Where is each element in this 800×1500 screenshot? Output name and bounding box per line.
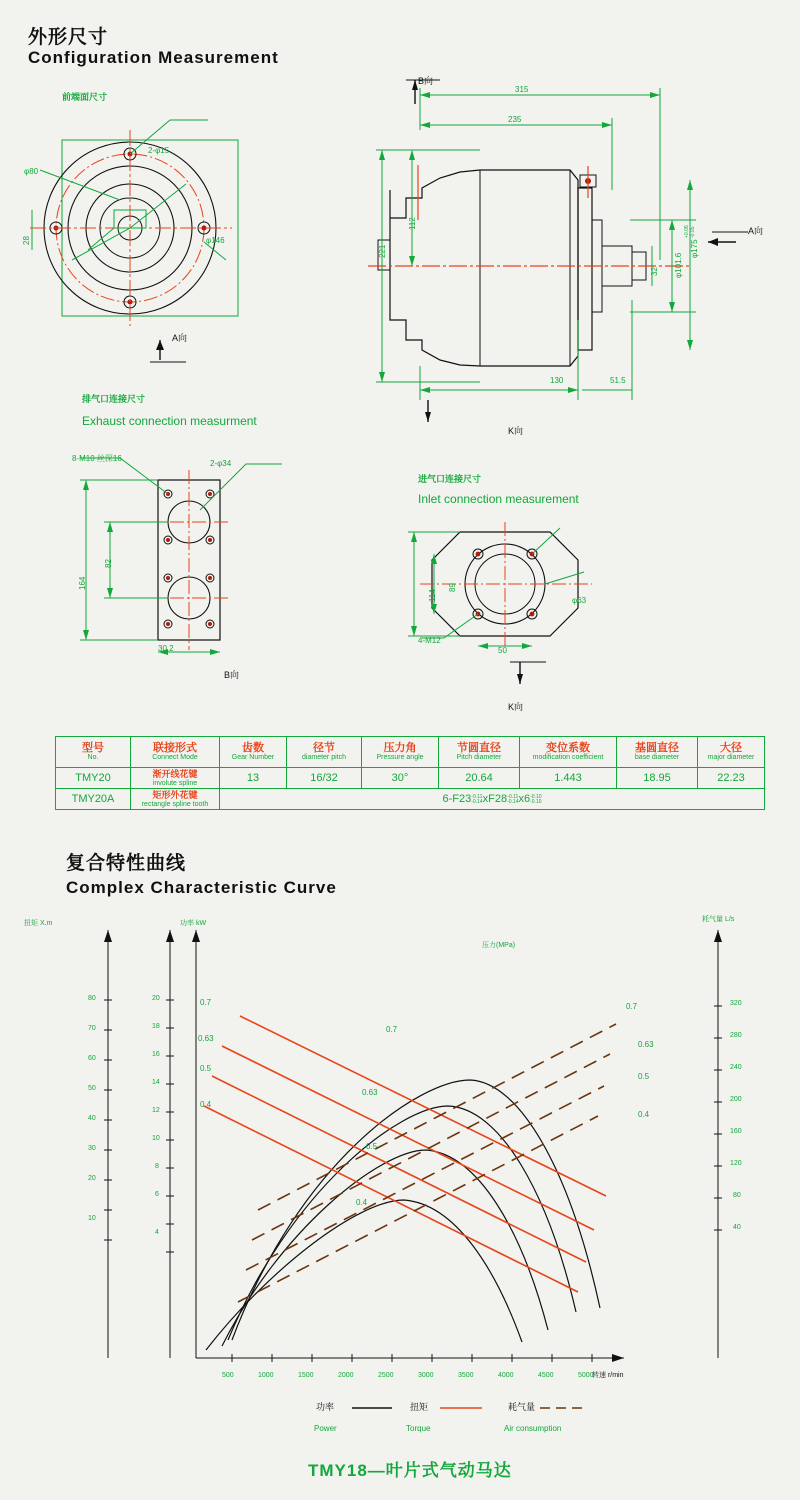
- view-mark-k: K向: [508, 426, 524, 436]
- tick-x-5000: 5000: [578, 1372, 594, 1379]
- legend-air-cn: 耗气量: [508, 1402, 536, 1412]
- label-curve-right-0: 0.7: [626, 1002, 638, 1011]
- inlet-drawing: [400, 510, 700, 690]
- tick-power-16: 16: [152, 1051, 160, 1058]
- cell-basedia-1: 18.95: [643, 772, 671, 784]
- label-press-left-2: 0.5: [200, 1064, 212, 1073]
- tick-air-80: 80: [733, 1192, 741, 1199]
- cell-spec-tol2-up: -0.11: [507, 793, 519, 800]
- cell-mode-cn-1: 渐开线花键: [152, 769, 198, 779]
- label-press-left-0: 0.7: [200, 998, 212, 1007]
- th-model-cn: 型号: [82, 742, 104, 754]
- tick-power-4: 4: [155, 1229, 159, 1236]
- page-title-cn: 外形尺寸: [28, 27, 109, 48]
- dim-32: 32: [650, 267, 659, 276]
- table-row: [56, 768, 765, 789]
- cell-spec-tol3-up: -0.10: [530, 793, 542, 800]
- tick-power-12: 12: [152, 1107, 160, 1114]
- label-press-left-3: 0.4: [200, 1100, 212, 1109]
- tick-torque-50: 50: [88, 1085, 96, 1092]
- tick-air-40: 40: [733, 1224, 741, 1231]
- view-mark-a2: A向: [748, 226, 764, 236]
- tick-power-20: 20: [152, 995, 160, 1002]
- table-row: [56, 789, 765, 810]
- spec-table: [55, 736, 765, 810]
- dim-exhaust-hole: 2-φ34: [210, 459, 232, 468]
- front-view-label-cn: 前端面尺寸: [62, 92, 108, 102]
- cell-spec-tol1-up: -0.11: [471, 793, 483, 800]
- exhaust-label-cn: 排气口连接尺寸: [82, 394, 146, 404]
- view-mark-b2: B向: [224, 670, 240, 680]
- dim-front-phi146: φ146: [206, 236, 225, 245]
- tick-torque-80: 80: [88, 995, 96, 1002]
- cell-spec-mid: xF28: [482, 793, 508, 805]
- dim-inlet-114: 114: [428, 589, 437, 602]
- th-majordia-cn: 大径: [720, 742, 742, 754]
- th-basedia-en: base diameter: [634, 754, 680, 761]
- tick-x-3000: 3000: [418, 1372, 434, 1379]
- dim-315: 315: [515, 85, 529, 94]
- cell-spec-x6: x6: [518, 793, 531, 805]
- label-curve-right-2: 0.5: [638, 1072, 650, 1081]
- tick-x-4500: 4500: [538, 1372, 554, 1379]
- curve-title-en: Complex Characteristic Curve: [66, 878, 337, 897]
- label-curve-right-1: 0.63: [638, 1040, 654, 1049]
- cell-spec-code: 6-F23: [442, 793, 472, 805]
- cell-modcoef-1: 1.443: [554, 772, 582, 784]
- label-curve-center-3: 0.4: [356, 1198, 368, 1207]
- legend-air-en: Air consumption: [504, 1424, 562, 1433]
- th-majordia-en: major diameter: [707, 754, 755, 761]
- view-mark-b: B向: [418, 76, 434, 86]
- dim-tol-up: +0.05: [684, 225, 690, 238]
- cell-mode-cn-2: 矩形外花键: [152, 790, 198, 800]
- th-modcoef-cn: 变位系数: [546, 742, 590, 754]
- tick-x-1500: 1500: [298, 1372, 314, 1379]
- cell-model-1: TMY20: [75, 772, 111, 784]
- inlet-label-cn: 进气口连接尺寸: [418, 474, 482, 484]
- th-pitchdia-cn: 节圆直径: [457, 742, 501, 754]
- exhaust-label-en: Exhaust connection measurment: [82, 414, 257, 428]
- tick-x-1000: 1000: [258, 1372, 274, 1379]
- tick-x-4000: 4000: [498, 1372, 514, 1379]
- axis-title-torque: 扭矩 X.m: [24, 920, 53, 927]
- label-curve-right-3: 0.4: [638, 1110, 650, 1119]
- legend-power-en: Power: [314, 1424, 337, 1433]
- cell-mode-en-1: involute spline: [152, 780, 198, 787]
- dim-front-hole: 2-φ15: [148, 146, 170, 155]
- dim-phi101-6: φ101.6: [674, 252, 683, 278]
- dim-exhaust-82: 82: [104, 559, 113, 568]
- th-pitch-en: diameter pitch: [302, 754, 346, 761]
- legend-torque-en: Torque: [406, 1424, 431, 1433]
- view-mark-a: A向: [172, 333, 188, 343]
- dim-front-28: 28: [22, 236, 31, 245]
- tick-power-18: 18: [152, 1023, 160, 1030]
- tick-air-240: 240: [730, 1064, 742, 1071]
- page-title-en: Configuration Measurement: [28, 48, 279, 67]
- dim-130: 130: [550, 376, 564, 385]
- axis-title-pressure: 压力(MPa): [482, 942, 516, 949]
- th-modcoef-en: modification coefficient: [532, 754, 604, 761]
- table-header-row: [56, 737, 765, 768]
- dim-inlet-89: 89: [448, 583, 457, 592]
- tick-power-14: 14: [152, 1079, 160, 1086]
- tick-air-200: 200: [730, 1096, 742, 1103]
- tick-torque-60: 60: [88, 1055, 96, 1062]
- label-curve-center-1: 0.63: [362, 1088, 378, 1097]
- cell-spec-tol1-dn: -0.14: [471, 798, 483, 805]
- tick-x-2500: 2500: [378, 1372, 394, 1379]
- label-curve-center-0: 0.7: [386, 1025, 398, 1034]
- dim-51-5: 51.5: [610, 376, 626, 385]
- characteristic-chart: [0, 910, 800, 1430]
- dim-tol-dn: -0.05: [690, 226, 696, 238]
- dim-235: 235: [508, 115, 522, 124]
- tick-air-120: 120: [730, 1160, 742, 1167]
- th-pitchdia-en: Pitch diameter: [456, 754, 502, 761]
- axis-title-power: 功率 kW: [180, 920, 207, 927]
- tick-power-10: 10: [152, 1135, 160, 1142]
- dim-exhaust-bolt: 8-M10 丝深16: [72, 454, 122, 463]
- footer-title: TMY18—叶片式气动马达: [308, 1461, 512, 1480]
- tick-x-3500: 3500: [458, 1372, 474, 1379]
- dim-112: 112: [408, 217, 417, 230]
- tick-torque-40: 40: [88, 1115, 96, 1122]
- axis-title-air: 耗气量 L/s: [702, 916, 735, 923]
- th-mode-cn: 联接形式: [153, 742, 197, 754]
- th-angle-cn: 压力角: [383, 742, 417, 754]
- dim-inlet-bolt: 4-M12: [418, 636, 441, 645]
- dim-exhaust-30-2: 30.2: [158, 644, 174, 653]
- th-pitch-cn: 径节: [313, 742, 335, 754]
- legend-power-cn: 功率: [316, 1402, 335, 1412]
- inlet-label-en: Inlet connection measurement: [418, 492, 579, 506]
- label-curve-center-2: 0.5: [366, 1142, 378, 1151]
- dim-inlet-phi63: φ63: [572, 596, 587, 605]
- tick-torque-70: 70: [88, 1025, 96, 1032]
- tick-air-280: 280: [730, 1032, 742, 1039]
- tick-torque-20: 20: [88, 1175, 96, 1182]
- tick-x-2000: 2000: [338, 1372, 354, 1379]
- view-mark-k2: K向: [508, 702, 524, 712]
- th-gear-cn: 齿数: [242, 742, 264, 754]
- tick-power-8: 8: [155, 1163, 159, 1170]
- th-gear-en: Gear Number: [231, 754, 275, 761]
- tick-air-160: 160: [730, 1128, 742, 1135]
- tick-x-500: 500: [222, 1372, 234, 1379]
- dim-exhaust-164: 164: [78, 576, 87, 590]
- tick-torque-10: 10: [88, 1215, 96, 1222]
- th-basedia-cn: 基圆直径: [635, 742, 679, 754]
- cell-gear-1: 13: [246, 772, 260, 784]
- cell-mode-en-2: rectangle spline tooth: [141, 801, 209, 808]
- th-angle-en: Pressure angle: [376, 754, 424, 761]
- tick-air-320: 320: [730, 1000, 742, 1007]
- tick-torque-30: 30: [88, 1145, 96, 1152]
- th-mode-en: Connect Mode: [152, 754, 198, 761]
- spec-table-wrap: [55, 736, 765, 810]
- dim-front-phi80: φ80: [24, 167, 39, 176]
- cell-pitchdia-1: 20.64: [465, 772, 493, 784]
- axis-title-speed: 转速 r/min: [592, 1372, 624, 1379]
- curve-title-cn: 复合特性曲线: [66, 853, 187, 874]
- dim-221: 221: [378, 244, 387, 258]
- cell-spec-tol3-dn: -0.10: [530, 798, 542, 805]
- exhaust-drawing: [50, 450, 350, 680]
- cell-model-2: TMY20A: [71, 793, 115, 805]
- cell-spec-tol2-dn: -0.14: [507, 798, 519, 805]
- side-view-drawing: [360, 70, 780, 430]
- tick-power-6: 6: [155, 1191, 159, 1198]
- cell-angle-1: 30°: [391, 772, 409, 784]
- cell-majordia-1: 22.23: [717, 772, 745, 784]
- label-press-left-1: 0.63: [198, 1034, 214, 1043]
- legend-torque-cn: 扭矩: [410, 1402, 429, 1412]
- cell-pitch-1: 16/32: [310, 772, 338, 784]
- dim-inlet-50: 50: [498, 646, 507, 655]
- th-model-en: No.: [87, 754, 99, 761]
- dim-phi175: φ175: [690, 239, 699, 258]
